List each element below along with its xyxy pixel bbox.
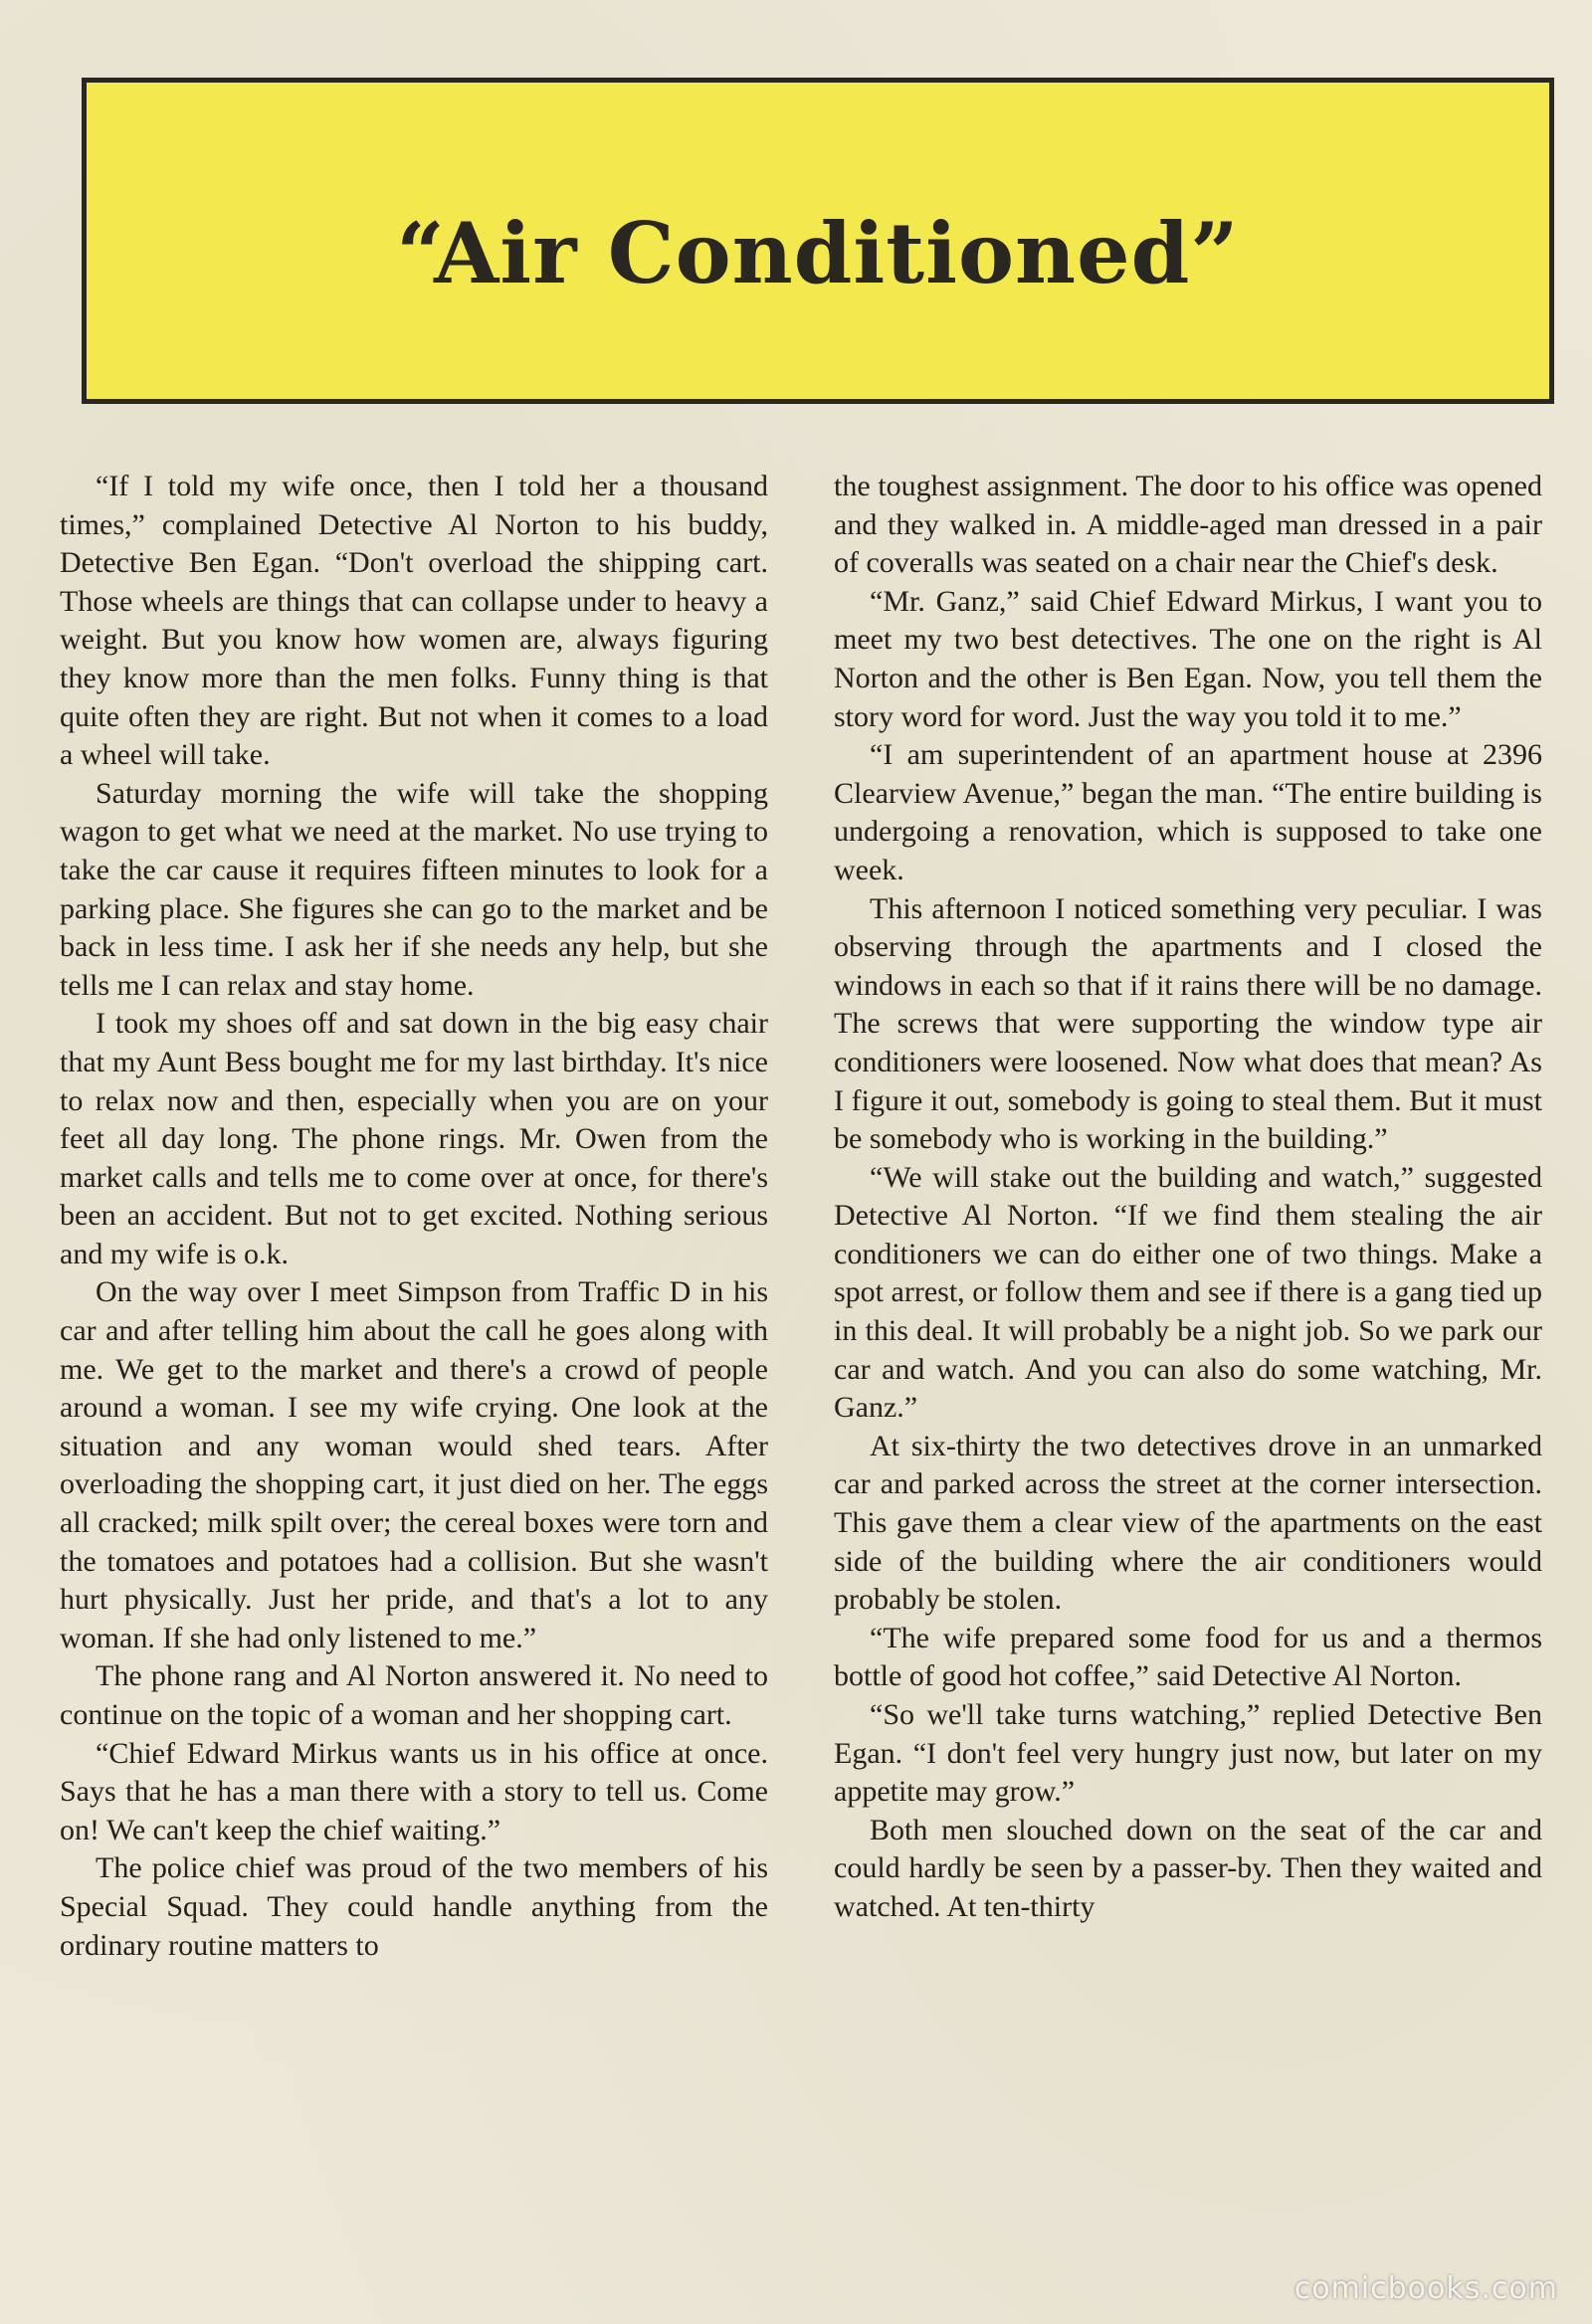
paragraph: “The wife prepared some food for us and a thermos bottle of good hot coffee,” said Detective Al Norton. [834, 1621, 1542, 1693]
paragraph: the toughest assignment. The door to his office was opened and they walked in. A middle-aged man dressed in a pair of coveralls was seated on a chair near the Chief's desk. [834, 470, 1542, 580]
title-banner [82, 78, 1554, 404]
paragraph: On the way over I meet Simpson from Traffic D in his car and after telling him about the call he goes along with me. We get to the market and there's a crowd of people around a woman. I see my wife crying. One look at the situation and any woman would shed tears. After overloading the shopping cart, it just died on her. The eggs all cracked; milk spilt over; the cereal boxes were torn and the tomatoes and potatoes had a collision. But she wasn't hurt physically. Just her pride, and that's a lot to any woman. If she had only listened to me.” [60, 1275, 768, 1654]
paragraph: At six-thirty the two detectives drove in an unmarked car and parked across the street at the corner intersection. This gave them a clear view of the apartments on the east side of the building where the air conditioners would probably be stolen. [834, 1429, 1542, 1617]
paragraph: Both men slouched down on the seat of the car and could hardly be seen by a passer-by. Then they waited and watched. At ten-thirty [834, 1813, 1542, 1923]
left-column [60, 468, 768, 2258]
paragraph: “Chief Edward Mirkus wants us in his office at once. Says that he has a man there with a story to tell us. Come on! We can't keep the chief waiting.” [60, 1736, 768, 1846]
paragraph: “We will stake out the building and watch,” suggested Detective Al Norton. “If we find them stealing the air conditioners we can do either one of two things. Make a spot arrest, or follow them and see if there is a gang tied up in this deal. It will probably be a night job. So we park our car and watch. And you can also do some watching, Mr. Ganz.” [834, 1160, 1542, 1425]
story-title: “Air Conditioned” [396, 203, 1240, 302]
paragraph: “So we'll take turns watching,” replied Detective Ben Egan. “I don't feel very hungry just now, but later on my appetite may grow.” [834, 1698, 1542, 1809]
paragraph: I took my shoes off and sat down in the big easy chair that my Aunt Bess bought me for my last birthday. It's nice to relax now and then, especially when you are on your feet all day long. The phone rings. Mr. Owen from the market calls and tells me to come over at once, for there's been an accident. But not to get excited. Nothing serious and my wife is o.k. [60, 1007, 768, 1270]
right-column [834, 468, 1542, 2258]
paragraph: “Mr. Ganz,” said Chief Edward Mirkus, I want you to meet my two best detectives. The one on the right is Al Norton and the other is Ben Egan. Now, you tell them the story word for word. Just the way you told it to me.” [834, 584, 1542, 733]
paragraph: The phone rang and Al Norton answered it. No need to continue on the topic of a woman and her shopping cart. [60, 1659, 768, 1731]
paragraph: “I am superintendent of an apartment house at 2396 Clearview Avenue,” began the man. “The entire building is undergoing a renovation, which is supposed to take one week. [834, 738, 1542, 886]
watermark: comicbooks.com [1294, 2271, 1558, 2306]
paragraph: The police chief was proud of the two members of his Special Squad. They could handle anything from the ordinary routine matters to [60, 1851, 768, 1962]
paragraph: Saturday morning the wife will take the shopping wagon to get what we need at the market. No use trying to take the car cause it requires fifteen minutes to look for a parking place. She figures she can go to the market and be back in less time. I ask her if she needs any help, but she tells me I can relax and stay home. [60, 776, 768, 1002]
text-columns [60, 468, 1542, 2258]
paragraph: This afternoon I noticed something very peculiar. I was observing through the apartments and I closed the windows in each so that if it rains there will be no damage. The screws that were supporting the window type air conditioners were loosened. Now what does that mean? As I figure it out, somebody is going to steal them. But it must be somebody who is working in the building.” [834, 891, 1542, 1156]
paragraph: “If I told my wife once, then I told her a thousand times,” complained Detective Al Norton to his buddy, Detective Ben Egan. “Don't overload the shipping cart. Those wheels are things that can collapse under to heavy a weight. But you know how women are, always figuring they know more than the men folks. Funny thing is that quite often they are right. But not when it comes to a load a wheel will take. [60, 470, 768, 772]
